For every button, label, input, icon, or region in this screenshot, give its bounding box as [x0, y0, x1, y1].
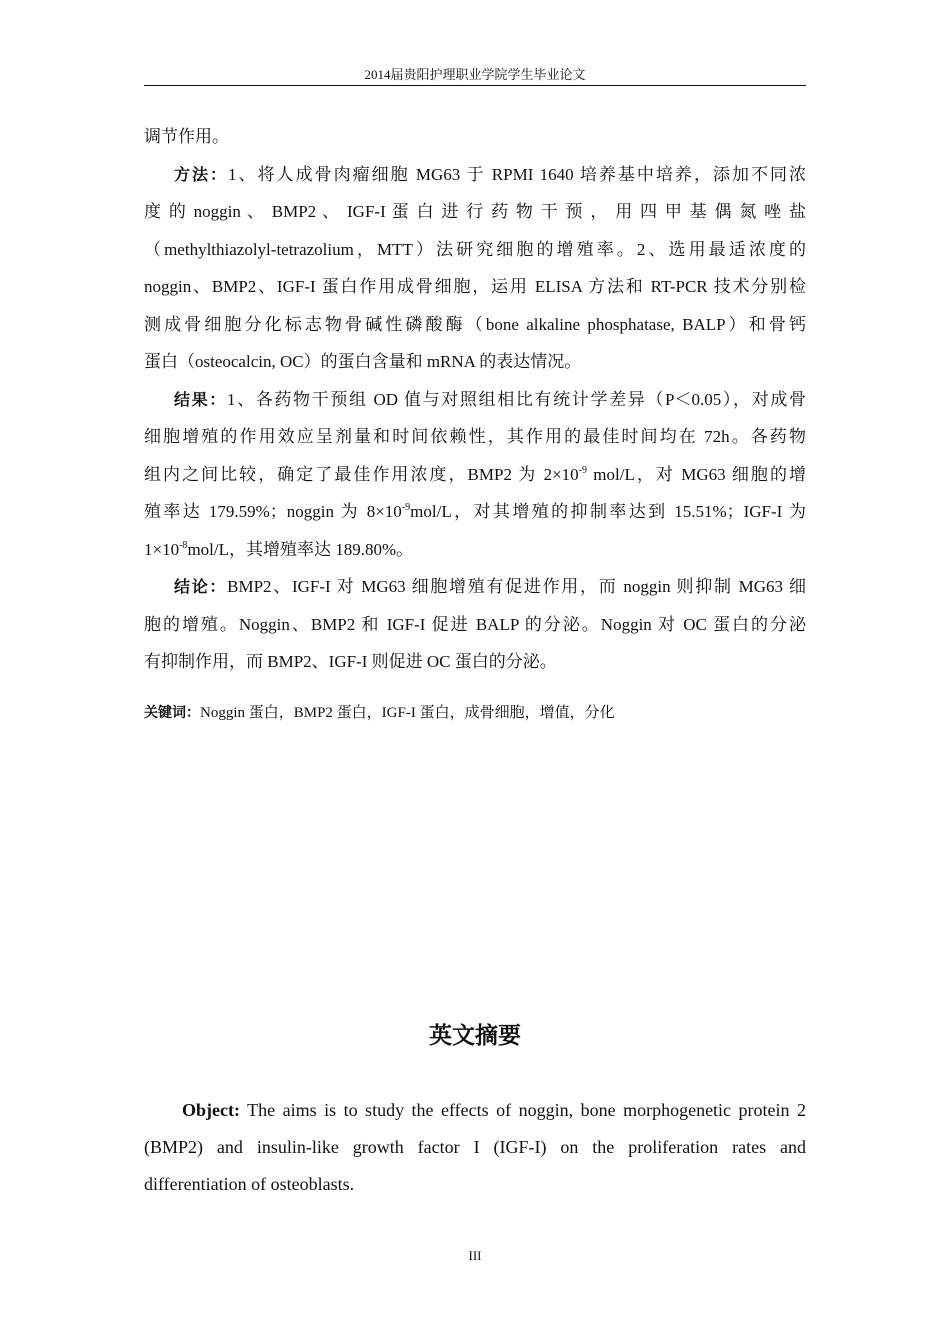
results-line [144, 456, 806, 494]
page-number: III [468, 1248, 482, 1263]
exponent: -9 [401, 502, 411, 513]
methods-line [144, 156, 806, 194]
conclusion-label: 结论： [174, 577, 228, 596]
object-label: Object: [182, 1100, 240, 1120]
object-line [144, 1092, 806, 1129]
page-header-title: 2014届贵阳护理职业学院学生毕业论文 [364, 67, 586, 82]
keywords-line [144, 702, 615, 724]
exponent: -9 [578, 464, 587, 476]
methods-paragraph [144, 156, 806, 381]
results-line-text: 1、各药物干预组 OD 值与对照组相比有统计学差异（P＜0.05），对成骨 [226, 389, 806, 409]
results-line-text: 1×10 [144, 539, 180, 559]
results-line [144, 381, 806, 419]
object-line: (BMP2) and insulin-like growth factor I (IGF-I) on the proliferation rates and [144, 1137, 806, 1157]
object-line: differentiation of osteoblasts. [144, 1174, 355, 1194]
results-line [144, 531, 806, 569]
conclusion-line [144, 568, 806, 606]
conclusion-paragraph [144, 568, 806, 681]
results-line [144, 493, 806, 531]
results-label: 结果： [174, 389, 227, 409]
continuation-paragraph [144, 118, 806, 156]
conclusion-line: 胞的增殖。Noggin、BMP2 和 IGF-I 促进 BALP 的分泌。Noggin 对 OC 蛋白的分泌 [144, 614, 806, 634]
continuation-text: 调节作用。 [144, 127, 229, 146]
exponent: -8 [179, 539, 188, 551]
methods-label: 方法： [174, 164, 229, 184]
results-line-text: 殖率达 179.59%；noggin 为 8×10 [144, 502, 402, 521]
conclusion-line: 有抑制作用，而 BMP2、IGF-I 则促进 OC 蛋白的分泌。 [144, 652, 557, 671]
english-abstract-body [144, 1092, 806, 1203]
header-divider [144, 85, 806, 86]
methods-line: 度 的 noggin 、 BMP2 、 IGF-I 蛋 白 进 行 药 物 干 预 ， 用 四 甲 基 偶 氮 唑 盐 [144, 202, 806, 221]
results-line-text: 组内之间比较，确定了最佳作用浓度，BMP2 为 2×10 [144, 464, 579, 484]
methods-line: （methylthiazolyl-tetrazolium，MTT）法研究细胞的增殖率。2、选用最适浓度的 [144, 239, 806, 259]
methods-line: 蛋白（osteocalcin, OC）的蛋白含量和 mRNA 的表达情况。 [144, 352, 582, 371]
methods-line: 测成骨细胞分化标志物骨碱性磷酸酶（bone alkaline phosphatase, BALP）和骨钙 [144, 314, 806, 334]
methods-line-text: 1、将人成骨肉瘤细胞 MG63 于 RPMI 1640 培养基中培养，添加不同浓 [228, 164, 806, 184]
object-line-text: The aims is to study the effects of noggin, bone morphogenetic protein 2 [239, 1100, 806, 1120]
methods-line: noggin、BMP2、IGF-I 蛋白作用成骨细胞，运用 ELISA 方法和 RT-PCR 技术分别检 [144, 277, 806, 296]
conclusion-line-text: BMP2、IGF-I 对 MG63 细胞增殖有促进作用，而 noggin 则抑制 MG63 细 [227, 577, 806, 596]
results-line-text: mol/L，对其增殖的抑制率达到 15.51%；IGF-I 为 [410, 502, 806, 521]
results-line-text: mol/L，其增殖率达 189.80%。 [187, 539, 414, 559]
keywords-label: 关键词： [144, 705, 200, 721]
chinese-abstract-body [144, 118, 806, 681]
english-abstract-heading: 英文摘要 [429, 1023, 521, 1049]
results-line-text: mol/L，对 MG63 细胞的增 [587, 464, 806, 484]
keywords-text: Noggin 蛋白，BMP2 蛋白，IGF-I 蛋白，成骨细胞，增值，分化 [200, 705, 615, 721]
results-line: 细胞增殖的作用效应呈剂量和时间依赖性，其作用的最佳时间均在 72h。各药物 [144, 427, 806, 446]
results-paragraph [144, 381, 806, 569]
